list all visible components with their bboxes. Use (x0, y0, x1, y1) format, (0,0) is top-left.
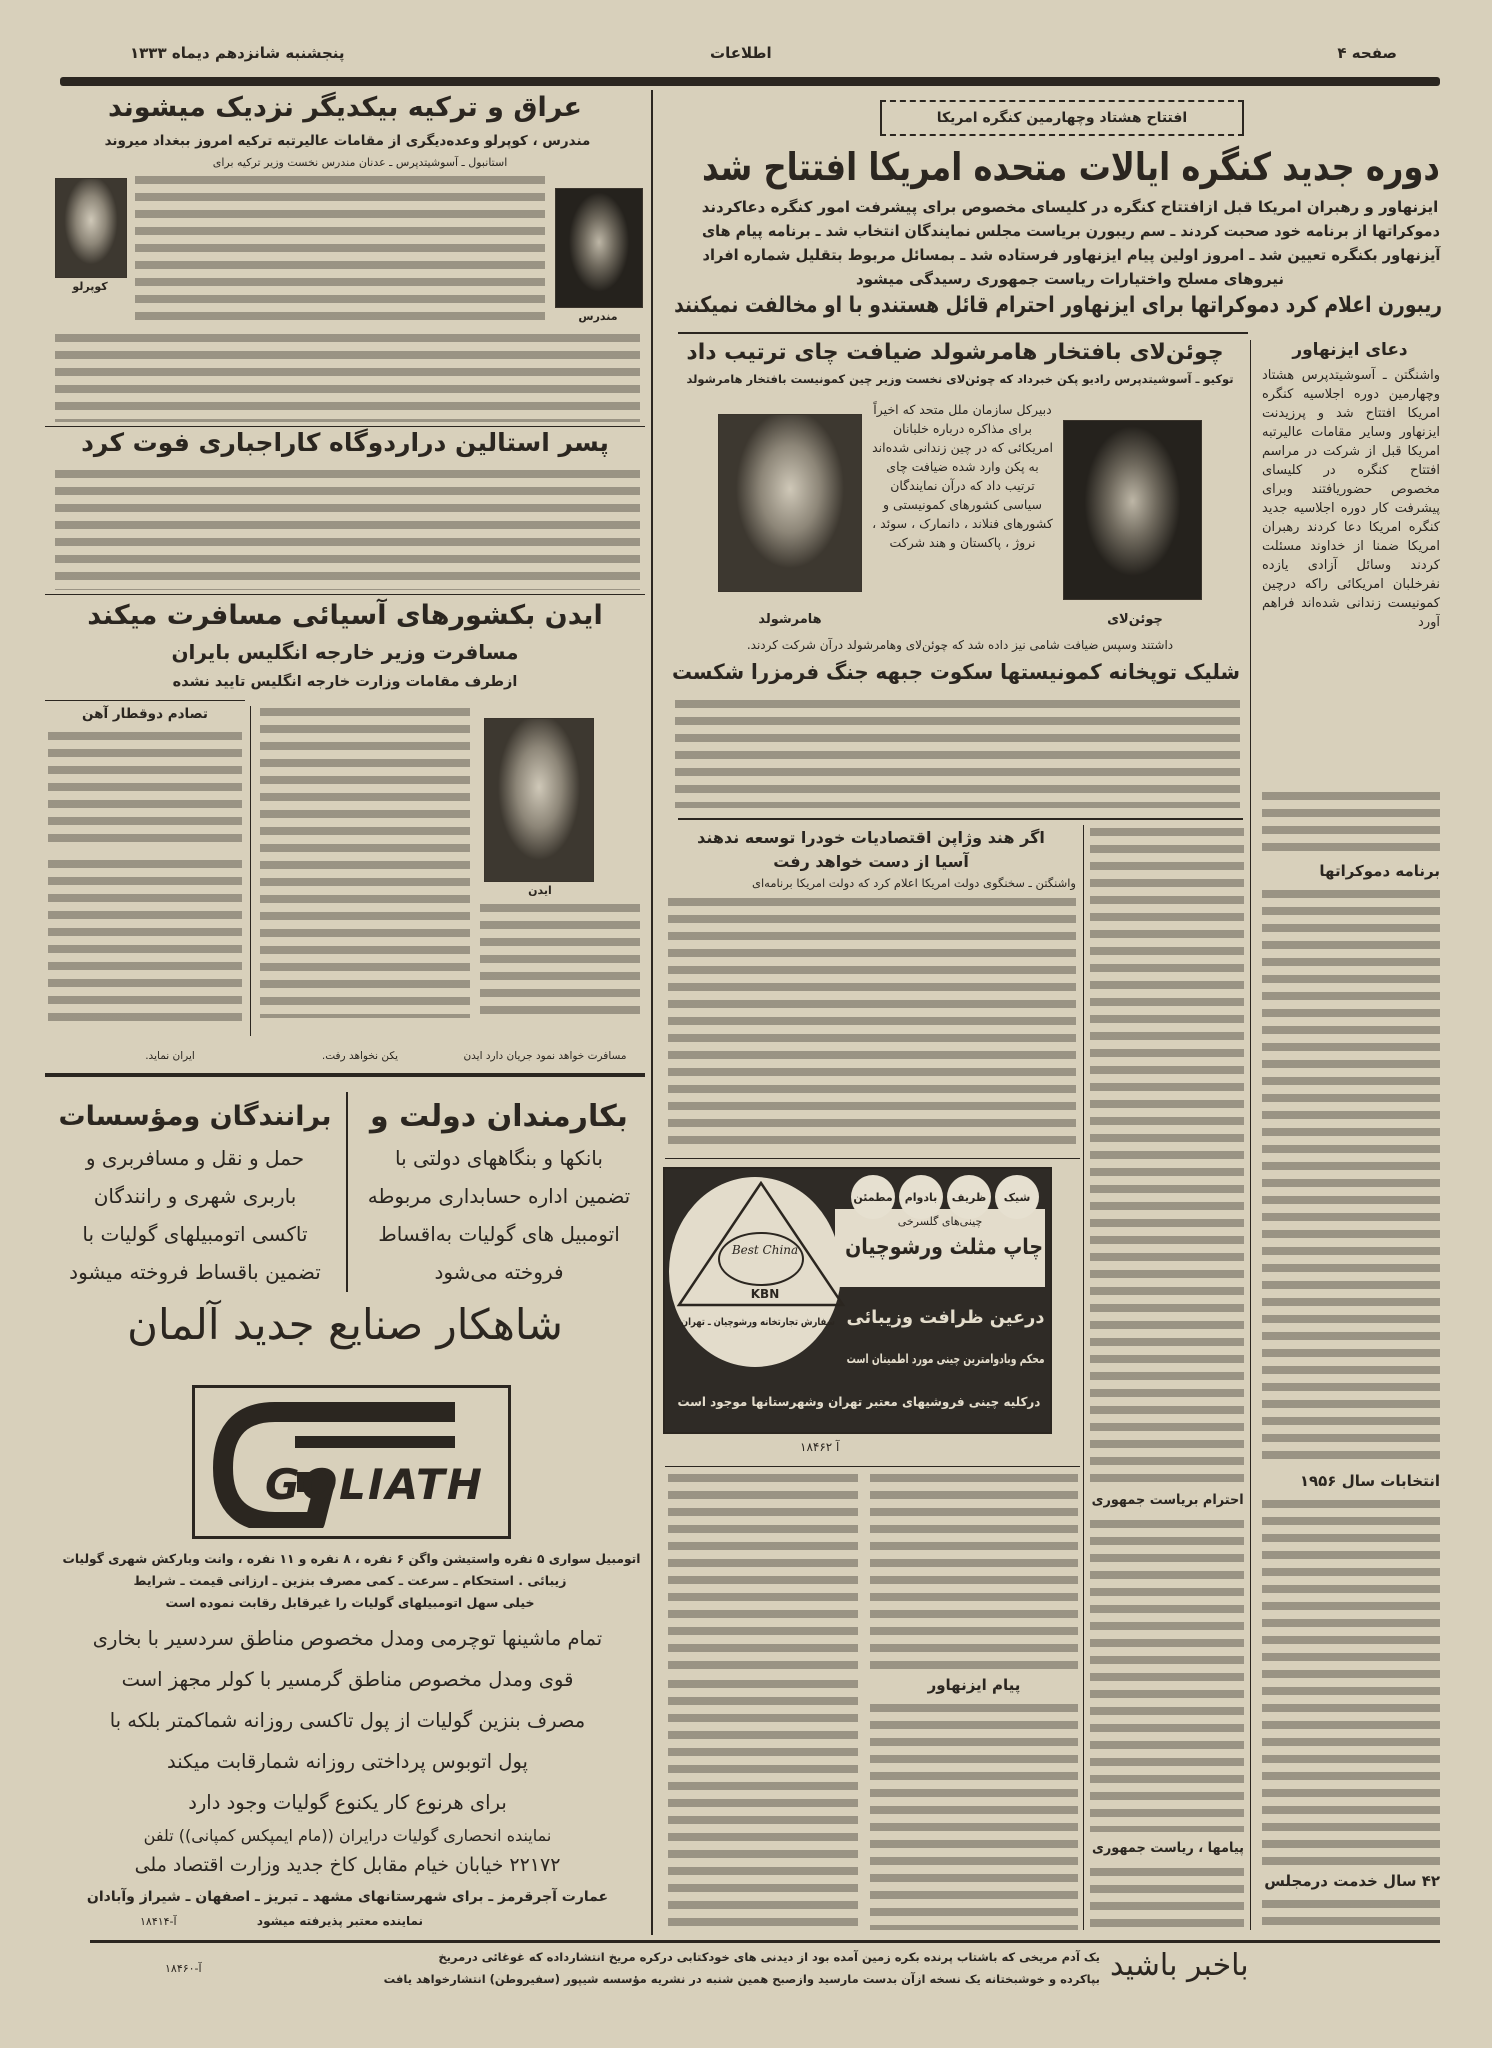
illegible-text-block (1262, 792, 1440, 856)
photo-caption-menderes (560, 310, 636, 323)
illegible-text-block (870, 1704, 1078, 1930)
ad-line-text: برانندگان ومؤسسات (58, 1101, 332, 1132)
right-subhead-text: ۴۲ سال خدمت درمجلس (1264, 1872, 1440, 1890)
ad-order-line-text: سفارش تجارتخانه ورشوچیان ـ تهران (681, 1317, 835, 1328)
section-rule (45, 700, 245, 701)
illegible-text-block (668, 1474, 858, 1674)
ad-line-2-text: محکم وبادوامترین چینی مورد اطمینان است (847, 1351, 1045, 1366)
column-divider (250, 706, 251, 1036)
spec-line-text: اتومبیل سواری ۵ نفره واستیشن واگن ۶ نفره ، ۸ نفره و ۱۱ نفره ، وانت وبارکش شهری گولیات (62, 1551, 640, 1566)
ad-badge: شیک (995, 1175, 1039, 1219)
ad-badge: ظریف (947, 1175, 991, 1219)
ad-line (355, 1095, 643, 1139)
goliath-specs (60, 1548, 640, 1614)
lead-subhead (672, 293, 1442, 318)
ad-line-text: فروخته می‌شود (434, 1260, 564, 1284)
illegible-text-block (480, 904, 640, 1018)
stalin-headline-text: پسر استالین دراردوگاه کاراجباری فوت کرد (81, 428, 609, 457)
deck-line (700, 195, 1440, 219)
ad-line (355, 1215, 643, 1253)
ad-brand (843, 1235, 1043, 1260)
goliath-address (55, 1854, 640, 1876)
ad-line (55, 1741, 640, 1782)
asia-first-line (668, 876, 1076, 890)
goliath-agent (55, 1826, 640, 1845)
menderes-photo (555, 188, 643, 308)
bottom-rule (90, 1940, 1440, 1943)
goliath-logo-box (192, 1385, 511, 1539)
spec-line-text: زیبائی . استحکام ـ سرعت ـ کمی مصرف بنزین ـ ارزانی قیمت ـ شرایط (133, 1573, 567, 1588)
illegible-text-block (1262, 1900, 1440, 1932)
illegible-text-block (675, 700, 1240, 808)
right-subhead-text: انتخابات سال ۱۹۵۶ (1299, 1472, 1440, 1490)
illegible-text-block (48, 732, 242, 850)
ad-code: آ ۱۸۴۶۲ (800, 1440, 840, 1454)
masthead-rule (60, 77, 1440, 86)
section-rule (45, 426, 645, 427)
illegible-text-block (1262, 1500, 1440, 1866)
right-column-title-text: دعای ایزنهاور (1292, 340, 1408, 360)
right-subhead (1262, 1472, 1440, 1490)
ad-line-text: تضمین باقساط فروخته میشود (69, 1260, 321, 1284)
narrow-subhead-text: احترام بریاست جمهوری (1092, 1492, 1244, 1508)
shelling-headline-text: شلیک توپخانه کمونیستها سکوت جبهه جنگ فرمزرا شکست (672, 660, 1240, 684)
section-rule (678, 818, 1243, 820)
ad-line-text: حمل و نقل و مسافربری و (85, 1146, 305, 1170)
illegible-text-block (668, 898, 1076, 1152)
eden-tail-1 (450, 1050, 640, 1062)
goliath-cities (55, 1889, 640, 1905)
chou-closing (680, 638, 1240, 652)
ad-logo-sub: KBN (750, 1287, 780, 1301)
illegible-text-block (1262, 890, 1440, 1466)
ad-line (55, 1700, 640, 1741)
eden-tail-2 (290, 1050, 430, 1062)
photo-caption-menderes-text: مندرس (578, 310, 618, 323)
eden-tail-1-text: مسافرت خواهد نمود جریان دارد ایدن (463, 1050, 627, 1062)
ad-line-1-text: درعین ظرافت وزیبائی (847, 1307, 1045, 1328)
eden-headline (50, 600, 640, 631)
ad-order-line (679, 1317, 835, 1328)
newspaper-name: اطلاعات (710, 44, 772, 62)
ad-line-3 (675, 1394, 1040, 1409)
right-column-body: واشنگتن ـ آسوشیتدپرس هشتاد وچهارمین دوره اجلاسیه کنگره امریکا افتتاح شد و پرزیدنت ایزنهاور وسایر مقامات عالیرتبه امریکا قبل از شرکت در مراسم افتتاح کنگره در کلیسای مخصوص حضوریافتند وبرای پیشرفت کار دوره اجلاسیه جدید کنگره امریکا دعا کردند رهبران امریکا ضمنا از خداوند مسئلت کردند وسائل آزادی یازده نفرخلبان امریکائی راکه درچین کمونیست زندانی شده‌اند فراهم آورد (1262, 368, 1440, 630)
eden-deck-2-text: ازطرف مقامات وزارت خارجه انگلیس تایید نشده (172, 674, 518, 690)
eden-deck-2 (50, 674, 640, 690)
ad-line-text: تاکسی اتومبیلهای گولیات با (82, 1222, 308, 1246)
illegible-text-block (135, 176, 545, 326)
column-divider (1083, 825, 1084, 1930)
chou-headline (670, 340, 1240, 365)
lead-headline-text: دوره جدید کنگره ایالات متحده امریکا افتتاح شد (702, 145, 1440, 189)
deck-line-text: آیزنهاور بکنگره تعیین شد ـ امروز اولین پیام ایزنهاور فرستاده شد ـ بمسائل مربوط بتقلیل شماره افراد (702, 246, 1440, 264)
lead-deck (700, 195, 1440, 291)
deck-line-text: ایزنهاور و رهبران امریکا قبل ازافتتاح کنگره در کلیسای مخصوص برای پیشرفت امور کنگره دعاکردند (701, 198, 1439, 216)
ad-line-3-text: درکلیه چینی فروشیهای معتبر تهران وشهرستانها موجود است (677, 1394, 1040, 1409)
ad-line (355, 1253, 643, 1291)
eden-tail-3 (110, 1050, 230, 1062)
spec-line-text: خیلی سهل اتومبیلهای گولیات را غیرقابل رقابت نموده است (165, 1595, 535, 1610)
photo-caption-eden-text: ایدن (528, 884, 552, 897)
goliath-footer-text: نماینده معتبر پذیرفته میشود (256, 1914, 424, 1928)
page-number: صفحه ۴ (1337, 44, 1397, 62)
illegible-text-block (1090, 1868, 1244, 1930)
eden-photo (484, 718, 594, 882)
goliath-headline (50, 1300, 640, 1349)
lead-headline (700, 145, 1440, 189)
photo-caption-koprulu (55, 280, 125, 293)
eisenhower-message-title (870, 1676, 1078, 1694)
ad-brand-text: چاپ مثلث ورشوچیان (845, 1235, 1043, 1260)
bottom-ad-line-2-text: بپاکرده و خوشبختانه یک نسخه ازآن بدست مارسید وازصبح همین شنبه در نشریه مؤسسه شیپور (سفیروطن) انتشارخواهد یافت (383, 1972, 1100, 1986)
lead-kicker-box (880, 100, 1244, 136)
ad-divider (346, 1092, 348, 1292)
goliath-ad-right-block (355, 1095, 643, 1291)
ad-line (55, 1618, 640, 1659)
chou-byline (680, 372, 1240, 386)
ad-badge: مطمئن (851, 1175, 895, 1219)
section-rule (665, 1158, 1080, 1159)
illegible-text-block (1090, 828, 1244, 1484)
ad-line-text: بکارمندان دولت و (370, 1099, 628, 1134)
ad-line (355, 1139, 643, 1177)
asia-headline-1-text: اگر هند وژاپن اقتصادیات خودرا توسعه ندهند (697, 828, 1045, 847)
iraq-turkey-deck-text: مندرس ، کوپرلو وعده‌دیگری از مقامات عالیرتبه ترکیه امروز ببغداد میروند (104, 133, 591, 149)
ad-line (50, 1253, 340, 1291)
ad-line (50, 1139, 340, 1177)
deck-line-text: نیروهای مسلح واختیارات ریاست جمهوری رسیدگی میشود (856, 270, 1284, 288)
goliath-ad-left-block (50, 1095, 340, 1291)
deck-line (700, 267, 1440, 291)
illegible-text-block (55, 334, 640, 422)
narrow-subhead (1090, 1492, 1244, 1508)
goliath-agent-text: نماینده انحصاری گولیات درایران ((مام ایمپکس کمپانی)) تلفن (143, 1826, 552, 1845)
ad-line-1 (845, 1307, 1045, 1328)
goliath-address-text: ۲۲۱۷۲ خیابان خیام مقابل کاخ جدید وزارت اقتصاد ملی (134, 1854, 561, 1876)
column-divider (1250, 340, 1251, 1930)
right-column-title (1260, 340, 1440, 360)
eisenhower-message-title-text: پیام ایزنهاور (927, 1676, 1021, 1694)
spec-line (60, 1592, 640, 1614)
train-collision-title (45, 706, 245, 722)
narrow-subhead-text: پیامها ، ریاست جمهوری (1092, 1840, 1244, 1856)
eden-deck-1 (50, 640, 640, 664)
ad-line (50, 1095, 340, 1139)
photo-caption-eden (500, 884, 580, 897)
goliath-headline-text: شاهکار صنایع جدید آلمان (127, 1300, 563, 1349)
spec-line (60, 1548, 640, 1570)
ad-line-2 (845, 1351, 1045, 1366)
lead-kicker: افتتاح هشتاد وچهارمین کنگره امریکا (936, 110, 1188, 126)
photo-caption-chou-text: چوئن‌لای (1107, 612, 1163, 627)
photo-caption-chou (1085, 612, 1185, 627)
asia-first-line-text: واشنگتن ـ سخنگوی دولت امریکا اعلام کرد که دولت امریکا برنامه‌ای (751, 876, 1076, 890)
iraq-turkey-deck (55, 133, 640, 149)
column-divider (651, 90, 653, 1935)
ad-tagline-text: چینی‌های گلسرخی (897, 1215, 983, 1228)
chou-en-lai-photo (1063, 420, 1202, 600)
ad-tagline (865, 1215, 1015, 1228)
goliath-footer (240, 1914, 440, 1928)
ad-line-text: مصرف بنزین گولیات از پول تاکسی روزانه شماکمتر بلکه با (109, 1709, 586, 1732)
ad-badge: بادوام (899, 1175, 943, 1219)
bottom-ad-title: باخبر باشید (1110, 1948, 1249, 1983)
illegible-text-block (668, 1680, 858, 1930)
iraq-turkey-first-line-text: استانبول ـ آسوشیتدپرس ـ عدنان مندرس نخست وزیر ترکیه برای (212, 156, 508, 169)
asia-headline-1 (665, 828, 1077, 847)
bottom-ad-line-1-text: یک آدم مریخی که باشتاب پرنده بکره زمین آمده بود از دیدنی های خودکتابی درکره مریخ انتشارداده که غوغائی درمریخ (438, 1950, 1100, 1964)
right-subhead (1262, 862, 1440, 880)
ad-line (50, 1177, 340, 1215)
asia-headline-2 (665, 852, 1077, 871)
iraq-turkey-headline (50, 92, 640, 123)
ad-line-text: قوی ومدل مخصوص مناطق گرمسیر با کولر مجهز است (121, 1668, 574, 1691)
ad-line-text: باربری شهری و رانندگان (93, 1184, 297, 1208)
bottom-ad-code: آ-۱۸۴۶۰ (165, 1962, 202, 1975)
section-rule (665, 1466, 1080, 1467)
ad-line (50, 1215, 340, 1253)
chou-side-text: دبیرکل سازمان ملل متحد که اخیراً برای مذاکره درباره خلبانان امریکائی که در چین زندانی شده‌اند به پکن وارد شده ضیافت چای ترتیب داد که درآن نمایندگان سیاسی کشورهای کمونیستی و کشورهای فنلاند ، دانمارک ، سوئد ، نروژ ، پاکستان و هند شرکت (872, 402, 1053, 550)
illegible-text-block (55, 470, 640, 590)
bottom-ad-line-1 (250, 1950, 1100, 1964)
ad-line-text: برای هرنوع کار یکنوع گولیات وجود دارد (188, 1791, 507, 1814)
hammarskjold-photo (718, 414, 862, 592)
chou-closing-text: داشتند وسپس ضیافت شامی نیز داده شد که چوئن‌لای وهامرشولد درآن شرکت کردند. (746, 638, 1174, 652)
deck-line-text: دموکراتها از برنامه خود صحبت کردند ـ سم ریبورن بریاست مجلس نمایندگان انتخاب شد ـ برنامه پیام های (702, 222, 1440, 240)
issue-date: پنجشنبه شانزدهم دیماه ۱۳۳۳ (130, 44, 345, 62)
illegible-text-block (870, 1474, 1078, 1670)
eden-tail-2-text: یکن نخواهد رفت. (321, 1050, 399, 1062)
iraq-turkey-first-line (170, 156, 550, 169)
eden-tail-3-text: ایران نماید. (145, 1050, 195, 1062)
stalin-headline (50, 428, 640, 457)
ad-line-text: پول اتوبوس پرداختی روزانه شمارقابت میکند (167, 1750, 528, 1773)
ad-line-text: تمام ماشینها توچرمی ومدل مخصوص مناطق سردسیر با بخاری (92, 1627, 603, 1650)
ad-line-text: اتومبیل های گولیات به‌اقساط (378, 1222, 620, 1246)
right-subhead-text: برنامه دموکراتها (1319, 862, 1440, 880)
deck-line (700, 219, 1440, 243)
ad-line (55, 1659, 640, 1700)
koprulu-photo (55, 178, 127, 278)
illegible-text-block (1090, 1520, 1244, 1832)
ad-logo-text: Best China (731, 1243, 799, 1257)
section-rule (45, 1073, 645, 1077)
goliath-big-lines (55, 1618, 640, 1823)
goliath-cities-text: عمارت آجرقرمز ـ برای شهرستانهای مشهد ـ تبریز ـ اصفهان ـ شیراز وآبادان (86, 1889, 609, 1905)
deck-line (700, 243, 1440, 267)
ad-line (55, 1782, 640, 1823)
shelling-headline (670, 660, 1240, 684)
ad-line-text: تضمین اداره حسابداری مربوطه (367, 1184, 631, 1208)
bottom-ad-line-2 (250, 1972, 1100, 1986)
illegible-text-block (260, 708, 470, 1018)
section-rule (678, 332, 1248, 334)
eden-deck-1-text: مسافرت وزیر خارجه انگلیس بایران (171, 640, 519, 664)
narrow-subhead (1090, 1840, 1244, 1856)
chou-headline-text: چوئن‌لای بافتخار هامرشولد ضیافت چای ترتیب داد (686, 340, 1224, 365)
illegible-text-block (48, 860, 242, 1030)
eden-headline-text: ایدن بکشورهای آسیائی مسافرت میکند (87, 600, 603, 631)
spec-line (60, 1570, 640, 1592)
chou-byline-text: توکیو ـ آسوشیتدپرس رادیو پکن خبرداد که چوئن‌لای نخست وزیر چین کمونیست بافتخار هامرشولد (686, 372, 1234, 386)
photo-caption-koprulu-text: کوپرلو (72, 280, 108, 293)
lead-subhead-text: ریبورن اعلام کرد دموکراتها برای ایزنهاور احترام قائل هستندو با او مخالفت نمیکنند (674, 293, 1442, 318)
ad-line-text: بانکها و بنگاههای دولتی با (395, 1146, 603, 1170)
asia-headline-2-text: آسیا از دست خواهد رفت (773, 852, 969, 871)
iraq-turkey-headline-text: عراق و ترکیه بیکدیگر نزدیک میشوند (108, 92, 582, 123)
photo-caption-hammarskjold-text: هامرشولد (758, 612, 822, 627)
goliath-code: آ-۱۸۴۱۴ (140, 1915, 177, 1928)
china-advertisement (663, 1167, 1052, 1434)
train-collision-title-text: تصادم دوقطار آهن (82, 706, 208, 722)
goliath-logo-text: GOLIATH (265, 1460, 484, 1509)
photo-caption-hammarskjold (740, 612, 840, 627)
ad-line (355, 1177, 643, 1215)
right-subhead (1262, 1872, 1440, 1890)
section-rule (45, 594, 645, 595)
